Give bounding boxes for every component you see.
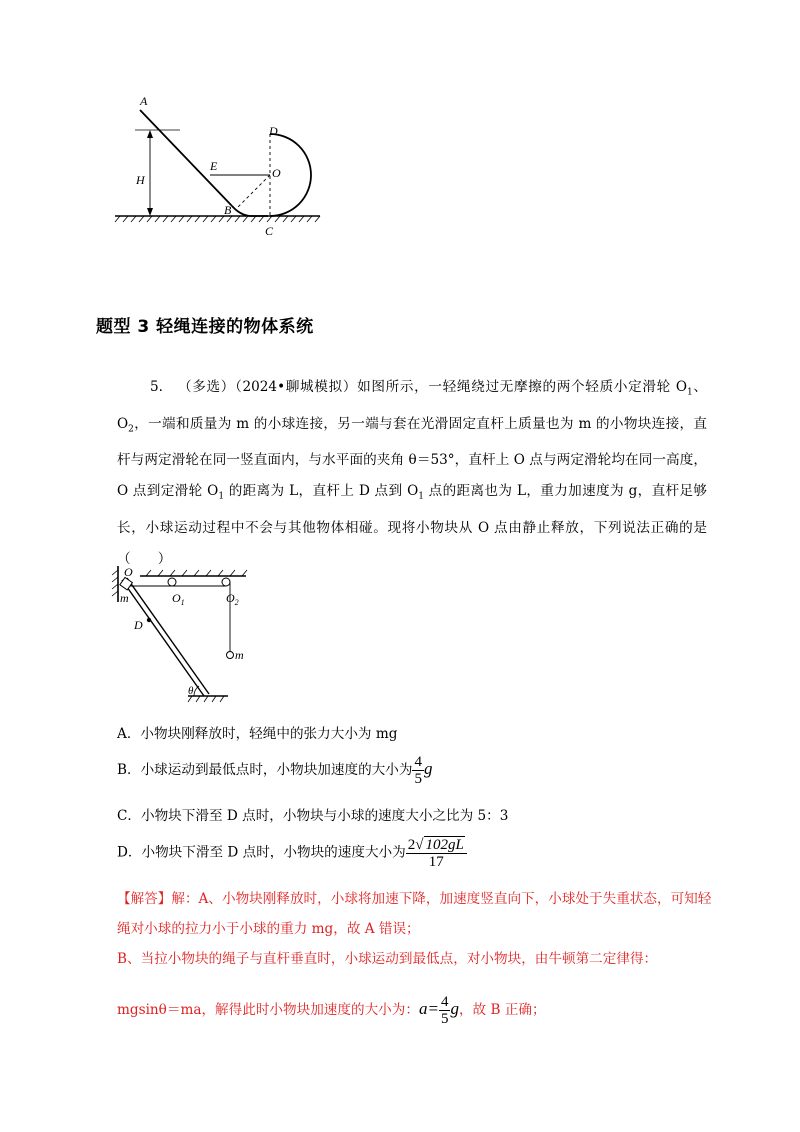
label-O: O <box>272 166 281 180</box>
option-D-coef: 2 <box>407 837 416 853</box>
problem-sub-1: 1 <box>687 387 693 398</box>
label-A: A <box>140 94 148 108</box>
problem-sub-4: 1 <box>418 492 424 503</box>
incline-line <box>140 110 232 206</box>
figure-incline-semicircle <box>110 90 340 240</box>
answer-text-1: 解：A、小物块刚释放时，小球将加速下降，加速度竖直向下，小球处于失重状态，可知轻绳对小球的拉力小于小球的重力 mg，故 A 错误； <box>117 891 712 937</box>
section-heading: 题型 3 轻绳连接的物体系统 <box>96 317 314 337</box>
label-m-block: m <box>120 591 129 605</box>
option-B-text: B．小球运动到最低点时，小物块加速度的大小为 <box>117 762 413 778</box>
pulley-O1 <box>168 578 176 586</box>
answer-line-2: B、当拉小物块的绳子与直杆垂直时，小球运动到最低点，对小物块，由牛顿第二定律得： <box>117 951 658 967</box>
pulley-O2 <box>222 578 230 586</box>
line-OB-dashed <box>238 175 270 207</box>
option-B-denominator: 5 <box>414 771 422 787</box>
problem-number: 5. <box>150 379 163 395</box>
label-B: B <box>224 203 232 217</box>
answer-line-1 <box>117 884 713 944</box>
problem-text-4: 的距离为 L，直杆上 D 点到 O <box>224 483 419 500</box>
ground-hatching <box>115 216 320 222</box>
answer-denominator: 5 <box>440 1011 449 1027</box>
answer-var: g <box>450 999 459 1018</box>
option-D-numerator: 2√ 102gL <box>406 836 467 854</box>
block-m <box>120 577 133 590</box>
rod-right <box>127 578 209 694</box>
option-C: C．小物块下滑至 D 点时，小物块与小球的速度大小之比为 5：3 <box>117 808 509 824</box>
label-theta: θ <box>188 685 194 697</box>
option-A: A．小物块刚释放时，轻绳中的张力大小为 mg <box>117 726 398 742</box>
figure-pulleys-rod <box>108 562 258 710</box>
option-D-radicand: 102gL <box>425 837 464 853</box>
ceiling-hatching <box>146 570 247 576</box>
answer-line-3 <box>117 994 713 1027</box>
rod-left <box>122 580 204 696</box>
height-arrow-top <box>147 130 153 138</box>
option-D-fraction <box>406 836 467 870</box>
option-B-numerator: 4 <box>414 754 422 770</box>
label-O1: $O_1$ <box>172 591 185 607</box>
label-D: D <box>134 618 143 632</box>
problem-text-5: 点的距离也为 L，重力加速度为 g，直杆足够长，小球运动过程中不会与其他物体相碰。现将小物块从 O 点由静止释放，下列说法正确的是（ ） <box>117 483 707 568</box>
problem-text-3: ，一端和质量为 m 的小球连接，另一端与套在光滑固定直杆上质量也为 m 的小物块连接，直杆与两定滑轮在同一竖直面内，与水平面的夹角 θ＝53°，直杆上 O 点与两定滑轮均在同一高度，O 点到定滑轮 O <box>117 415 707 500</box>
height-arrow-bottom <box>147 208 153 216</box>
point-D <box>147 618 151 622</box>
problem-sub-3: 1 <box>218 492 225 503</box>
option-D-text: D．小物块下滑至 D 点时，小物块的速度大小为 <box>117 844 406 861</box>
label-m-ball: m <box>235 648 244 662</box>
problem-tag: （多选）（2024•聊城模拟） <box>177 379 358 395</box>
answer-lhs: a= <box>418 999 439 1018</box>
answer-end: ，故 B 正确； <box>458 1002 546 1018</box>
incline-curve <box>232 206 268 216</box>
label-H: H <box>136 173 145 187</box>
ball-m <box>227 652 234 659</box>
label-C: C <box>265 224 274 238</box>
problem-sub-2: 2 <box>128 424 134 435</box>
answer-tag: 【解答】 <box>117 891 172 907</box>
problem-statement <box>117 372 707 575</box>
answer-text-3: mgsinθ＝ma，解得此时小物块加速度的大小为： <box>117 1002 419 1018</box>
label-O2: $O_2$ <box>226 591 239 607</box>
answer-numerator: 4 <box>440 994 449 1010</box>
label-O: O <box>124 565 133 579</box>
problem-text-1: 如图所示，一轻绳绕过无摩擦的两个轻质小定滑轮 O <box>357 379 688 395</box>
wall-hatching <box>112 570 118 596</box>
problem-text-2: 、O <box>117 379 708 432</box>
label-E: E <box>210 159 218 173</box>
option-D <box>117 836 467 870</box>
label-D: D <box>269 124 278 138</box>
option-B-fraction <box>412 754 424 787</box>
answer-fraction <box>439 994 451 1027</box>
option-D-denominator: 17 <box>428 854 444 870</box>
option-B <box>117 754 432 787</box>
option-B-var: g <box>423 759 433 778</box>
